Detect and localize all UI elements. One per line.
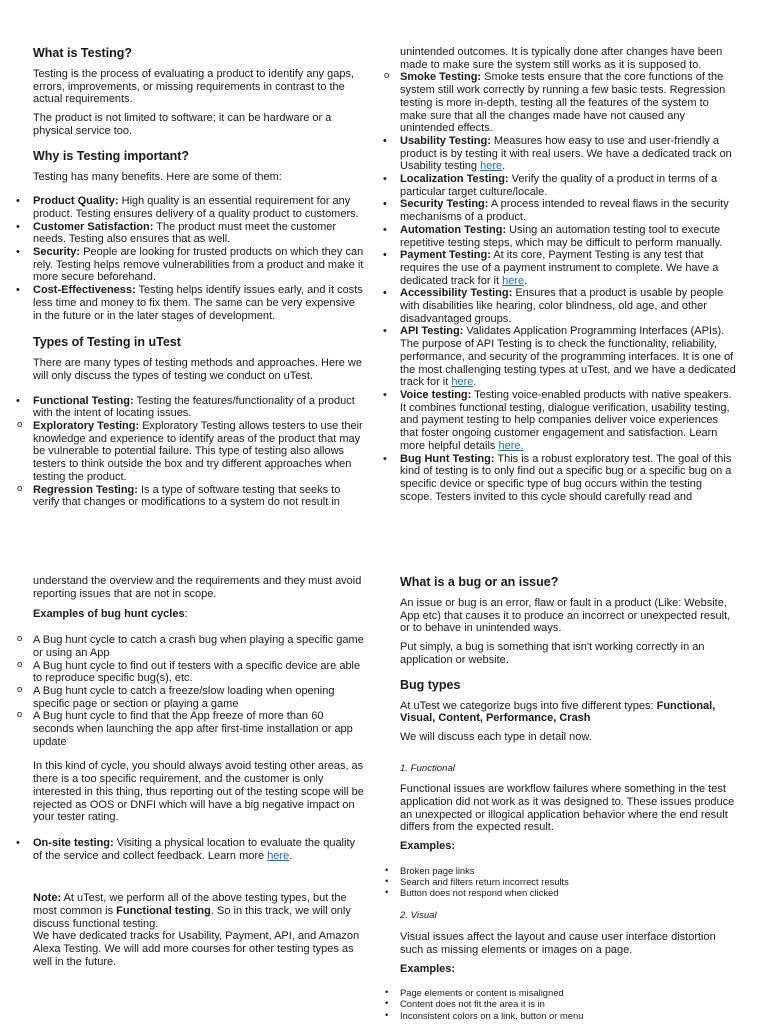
testing-definition: Testing is the process of evaluating a product to identify any gaps, errors, improvements, or missing requirements in contrast to the actual requirements. [33,68,355,106]
testing-types-list-continued [400,71,736,503]
list-item: • Button does not respond when clicked [400,887,736,898]
functional-examples-label: Examples: [400,840,456,853]
list-item: o Exploratory Testing: Exploratory Testing allows testers to use their knowledge and experience to identify areas of the product that may be vulnerable to potential failure. This type of testing also allows testers to think outside the box and try different approaches when testing the product. [33,420,366,484]
api-here-link[interactable]: here [451,376,474,389]
voice-here-link[interactable]: here. [498,439,524,452]
list-item: o A Bug hunt cycle to find out if testers with a specific device are able to reproduce specific bug(s), etc. [33,660,366,685]
list-item: • Search and filters return incorrect results [400,876,736,887]
benefits-list [33,195,366,322]
testing-types-list [33,395,366,509]
heading-types-of-testing: Types of Testing in uTest [33,335,181,350]
onsite-list [33,837,366,862]
list-item: • Bug Hunt Testing: This is a robust exploratory test. The goal of this kind of testing is to only find out a specific bug or a specific bug on a specific device or specific type of bug occurs within the testing scope. Testers invited to this cycle should carefully read and [400,453,736,504]
subheading-functional: 1. Functional [400,762,455,774]
bug-types-detail-note: We will discuss each type in detail now. [400,730,592,743]
list-item: • Accessibility Testing: Ensures that a product is usable by people with disabilities like hearing, color blindness, old age, and other disadvantaged groups. [400,287,736,325]
functional-examples-list [400,865,736,899]
visual-paragraph: Visual issues affect the layout and cause user interface distortion such as missing elements or images on a page. [400,931,716,956]
regression-continued: unintended outcomes. It is typically done after changes have been made to make sure the system still works as it is supposed to. [400,46,723,71]
list-item: • Customer Satisfaction: The product must meet the customer needs. Testing also ensures that as well. [33,221,366,246]
list-item: • Cost-Effectiveness: Testing helps identify issues early, and it costs less time and money to fix them. The same can be very expensive in the future or in the later stages of development. [33,284,366,322]
list-item: • On-site testing: Visiting a physical location to evaluate the quality of the service and collect feedback. Learn more here. [33,837,366,862]
list-item: • Localization Testing: Verify the quality of a product in terms of a particular target culture/locale. [400,173,736,198]
list-item: • Usability Testing: Measures how easy to use and user-friendly a product is by testing it with real users. We have a dedicated track on Usability testing here. [400,135,736,173]
benefits-intro: Testing has many benefits. Here are some of them: [33,170,282,183]
list-item: o Smoke Testing: Smoke tests ensure that the core functions of the system still work correctly by running a few basic tests. Regression testing is more in-depth, testing all the features of the system to make sure that all the changes made have not caused any unintended effects. [400,71,736,135]
heading-what-is-testing: What is Testing? [33,46,133,60]
list-item: o A Bug hunt cycle to find that the App freeze of more than 60 seconds when launching the app after first-time installation or app update [33,710,366,748]
list-item: • Automation Testing: Using an automation testing tool to execute repetitive testing steps, which may be difficult to perform manually. [400,224,736,249]
list-item: o A Bug hunt cycle to catch a crash bug when playing a specific game or using an App [33,634,366,659]
subheading-visual: 2. Visual [400,910,437,922]
functional-paragraph: Functional issues are workflow failures where something in the test application did not work as it was designed to. These issues produce an unexpected or illogical application behavior where the end result differs from the expected result. [400,783,735,834]
note-paragraph: Note: At uTest, we perform all of the above testing types, but the most common is Functional testing. So in this track, we will only discuss functional testing. [33,892,351,930]
visual-examples-label: Examples: [400,962,456,975]
list-item: • API Testing: Validates Application Programming Interfaces (APIs). The purpose of API Testing is to check the functionality, reliability, performance, and security of the programming interfaces. It is one of the most challenging testing types at uTest, and we have a dedicated track for it here. [400,325,736,389]
list-item: • Product Quality: High quality is an essential requirement for any product. Testing ensures delivery of a quality product to customers. [33,195,366,220]
heading-bug-types: Bug types [400,677,461,692]
bughunt-examples-heading: Examples of bug hunt cycles: [33,608,188,621]
heading-why-testing: Why is Testing important? [33,148,190,163]
onsite-here-link[interactable]: here [267,849,290,862]
list-item: • Broken page links [400,865,736,876]
list-item: • Voice testing: Testing voice-enabled products with native speakers. It combines functional testing, dialogue verification, usability testing, and payment testing to help companies deliver voice experiences that foster ongoing customer engagement and satisfaction. Learn more helpful details here. [400,389,736,453]
bottom-right-column [400,575,736,1021]
bottom-left-column [33,575,366,969]
list-item: o Regression Testing: Is a type of software testing that seeks to verify that changes or modifications to a system do not result in [33,484,366,509]
avoid-testing-paragraph: In this kind of cycle, you should always avoid testing other areas, as there is a too specific requirement, and the customer is only interested in this thing, thus reporting out of the testing scope will be rejected as OOS or DNFI which will have a big negative impact on your tester rating. [33,760,364,824]
bughunt-continued: understand the overview and the requirements and they must avoid reporting issues that are not in scope. [33,575,362,600]
bug-simple-definition: Put simply, a bug is something that isn't working correctly in an application or website. [400,641,705,666]
bughunt-examples-list [33,634,366,748]
list-item: • Security: People are looking for trusted products on which they can rely. Testing helps remove vulnerabilities from a product and make it more secure beforehand. [33,246,366,284]
usability-here-link[interactable]: here [480,160,503,173]
bug-types-intro: At uTest we categorize bugs into five different types: Functional, Visual, Content, Performance, Crash [400,699,716,725]
types-intro: There are many types of testing methods and approaches. Here we will only discuss the types of testing we conduct on uTest. [33,357,362,382]
heading-what-is-bug: What is a bug or an issue? [400,575,559,589]
list-item: • Payment Testing: At its core, Payment Testing is any test that requires the use of a payment instrument to complete. We have a dedicated track for it here. [400,249,736,287]
payment-here-link[interactable]: here [502,274,525,287]
list-item: • Content does not fit the area it is in [400,998,736,1009]
dedicated-tracks-paragraph: We have dedicated tracks for Usability, Payment, API, and Amazon Alexa Testing. We will add more courses for other testing types as well in the future. [33,930,360,968]
list-item: • Page elements or content is misaligned [400,987,736,998]
list-item: • Inconsistent colors on a link, button or menu [400,1010,736,1021]
list-item: • Security Testing: A process intended to reveal flaws in the security mechanisms of a product. [400,198,736,223]
top-right-column [400,46,736,503]
list-item: • Functional Testing: Testing the features/functionality of a product with the intent of locating issues. [33,395,366,420]
top-left-column [33,46,366,509]
visual-examples-list [400,987,736,1021]
bug-definition: An issue or bug is an error, flaw or fault in a product (Like: Website, App etc) that causes it to produce an incorrect or unexpected result, or to behave in unintended ways. [400,597,731,635]
list-item: o A Bug hunt cycle to catch a freeze/slow loading when opening specific page or section or playing a game [33,685,366,710]
product-scope-text: The product is not limited to software; it can be hardware or a physical service too. [33,112,332,137]
